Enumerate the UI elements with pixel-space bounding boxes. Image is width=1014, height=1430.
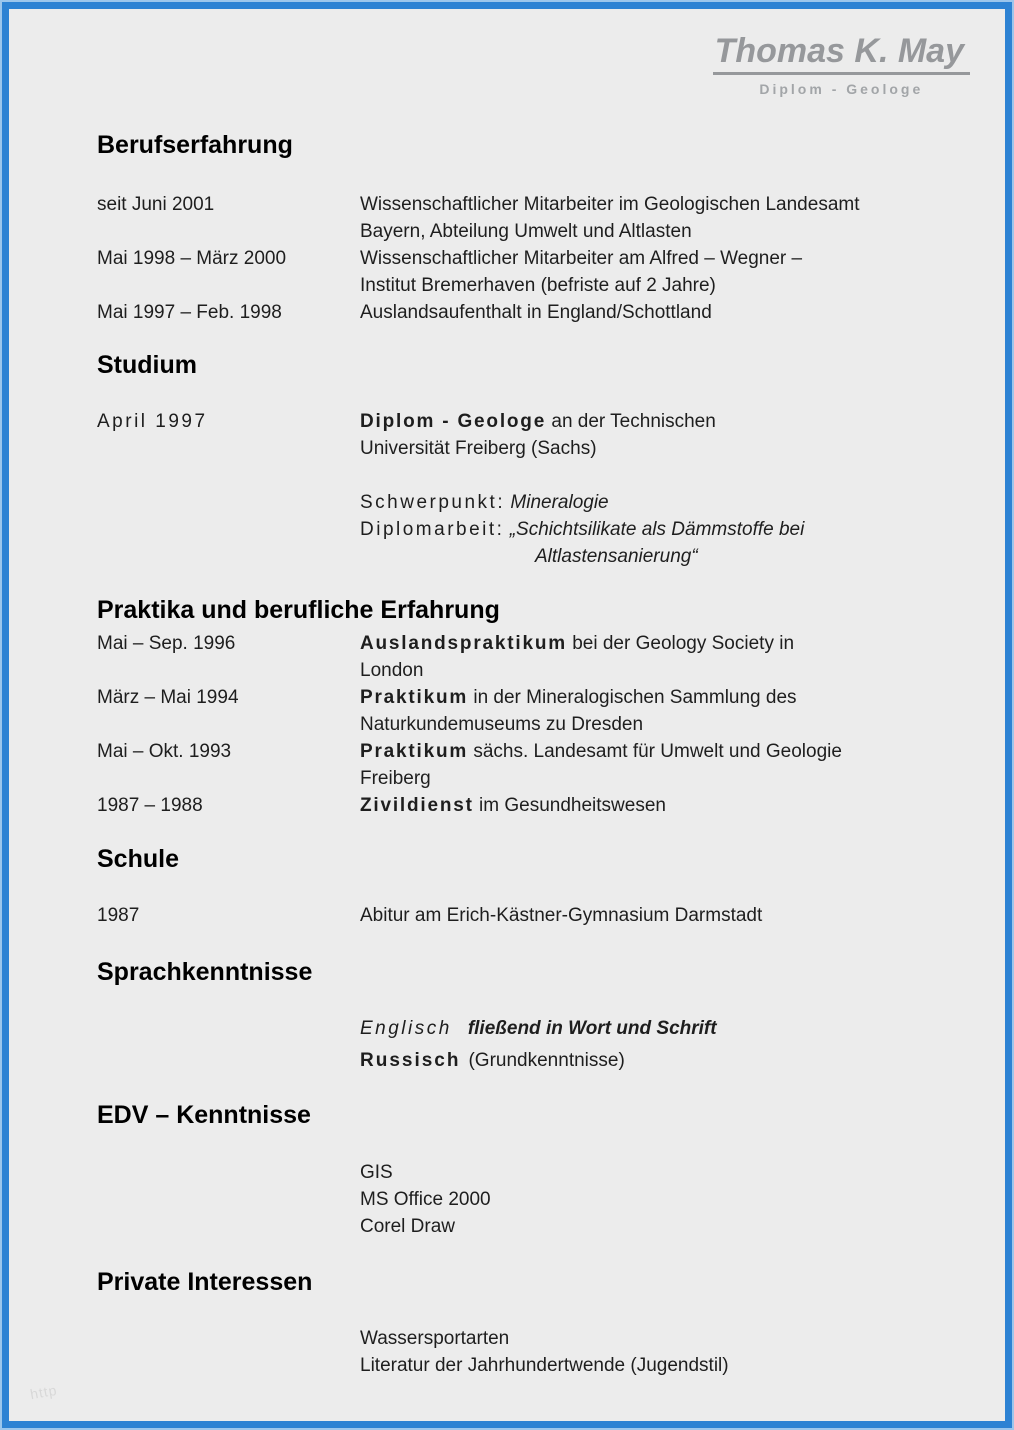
praktikum-date: Mai – Sep. 1996 — [97, 633, 236, 654]
praktikum-line2: Freiberg — [360, 768, 431, 789]
language-entry — [360, 1013, 970, 1045]
praktikum-line2: London — [360, 660, 424, 681]
section-studium — [97, 408, 970, 570]
studium-degree: Diplom - Geologe — [360, 411, 547, 432]
schule-text: Abitur am Erich-Kästner-Gymnasium Darmstadt — [360, 905, 763, 926]
edv-item: GIS — [360, 1162, 393, 1183]
section-title-sprachkenntnisse: Sprachkenntnisse — [97, 958, 313, 986]
section-schule — [97, 902, 970, 929]
experience-line: Institut Bremerhaven (befriste auf 2 Jahre) — [360, 275, 716, 296]
blank-line — [360, 462, 970, 489]
diplomarbeit-label: Diplomarbeit: — [360, 519, 505, 540]
studium-university: Universität Freiberg (Sachs) — [360, 438, 597, 459]
edv-item: Corel Draw — [360, 1216, 456, 1237]
section-berufserfahrung — [97, 191, 970, 326]
praktikum-date: 1987 – 1988 — [97, 795, 203, 816]
studium-date: April 1997 — [97, 411, 208, 432]
section-title-edv: EDV – Kenntnisse — [97, 1101, 311, 1129]
interessen-item: Wassersportarten — [360, 1328, 510, 1349]
section-title-schule: Schule — [97, 845, 179, 873]
person-name: Thomas K. May — [713, 32, 970, 75]
praktikum-desc — [360, 738, 970, 792]
experience-line: Bayern, Abteilung Umwelt und Altlasten — [360, 221, 692, 242]
praktikum-line — [360, 792, 970, 819]
language-name: Englisch — [360, 1018, 452, 1039]
studium-degree-rest: an der Technischen — [551, 411, 716, 432]
experience-desc — [360, 191, 970, 245]
experience-date: Mai 1998 – März 2000 — [97, 248, 287, 269]
praktikum-keyword: Auslandspraktikum — [360, 633, 567, 654]
language-row — [97, 1045, 970, 1077]
interessen-row — [97, 1325, 970, 1379]
experience-date: Mai 1997 – Feb. 1998 — [97, 302, 282, 323]
praktikum-date: März – Mai 1994 — [97, 687, 239, 708]
section-title-praktika: Praktika und berufliche Erfahrung — [97, 596, 500, 624]
diplomarbeit-line — [360, 516, 970, 543]
praktikum-row — [97, 684, 970, 738]
experience-desc — [360, 245, 970, 299]
section-title-berufserfahrung: Berufserfahrung — [97, 131, 293, 159]
schwerpunkt-line — [360, 489, 970, 516]
language-name: Russisch — [360, 1050, 461, 1071]
section-private-interessen — [97, 1325, 970, 1379]
praktikum-row — [97, 792, 970, 819]
interessen-item: Literatur der Jahrhundertwende (Jugendstil) — [360, 1355, 729, 1376]
studium-degree-line — [360, 408, 970, 435]
person-title: Diplom - Geologe — [759, 81, 924, 97]
praktikum-desc — [360, 792, 970, 819]
language-level: (Grundkenntnisse) — [468, 1050, 625, 1071]
header-name-block — [713, 32, 970, 97]
experience-line: Wissenschaftlicher Mitarbeiter im Geologischen Landesamt — [360, 194, 860, 215]
praktikum-row — [97, 630, 970, 684]
experience-row — [97, 245, 970, 299]
section-title-studium: Studium — [97, 351, 197, 379]
praktikum-rest: sächs. Landesamt für Umwelt und Geologie — [473, 741, 842, 762]
experience-desc — [360, 299, 970, 326]
section-title-private-interessen: Private Interessen — [97, 1268, 313, 1296]
praktikum-keyword: Praktikum — [360, 741, 469, 762]
edv-items — [360, 1159, 970, 1240]
schwerpunkt-label: Schwerpunkt: — [360, 492, 506, 513]
praktikum-line2: Naturkundemuseums zu Dresden — [360, 714, 644, 735]
interessen-items — [360, 1325, 970, 1379]
edv-row — [97, 1159, 970, 1240]
experience-line: Wissenschaftlicher Mitarbeiter am Alfred – Wegner – — [360, 248, 803, 269]
schule-date: 1987 — [97, 905, 140, 926]
watermark-text: http — [28, 1381, 59, 1403]
praktikum-row — [97, 738, 970, 792]
experience-row — [97, 191, 970, 245]
section-praktika — [97, 630, 970, 819]
header — [97, 32, 970, 102]
praktikum-line — [360, 630, 970, 657]
praktikum-date: Mai – Okt. 1993 — [97, 741, 232, 762]
edv-item: MS Office 2000 — [360, 1189, 491, 1210]
praktikum-desc — [360, 684, 970, 738]
section-sprachkenntnisse — [97, 1013, 970, 1077]
praktikum-keyword: Praktikum — [360, 687, 469, 708]
language-level: fließend in Wort und Schrift — [467, 1018, 717, 1039]
praktikum-desc — [360, 630, 970, 684]
resume-content — [9, 9, 1005, 1421]
experience-line: Auslandsaufenthalt in England/Schottland — [360, 302, 712, 323]
language-row — [97, 1013, 970, 1045]
studium-desc — [360, 408, 970, 570]
section-edv — [97, 1159, 970, 1240]
praktikum-line — [360, 738, 970, 765]
schwerpunkt-value: Mineralogie — [510, 492, 609, 513]
language-entry — [360, 1045, 970, 1077]
experience-row — [97, 299, 970, 326]
schule-row — [97, 902, 970, 929]
praktikum-rest: im Gesundheitswesen — [479, 795, 666, 816]
experience-date: seit Juni 2001 — [97, 194, 215, 215]
diplomarbeit-title-line2: Altlastensanierung“ — [535, 546, 698, 567]
studium-row — [97, 408, 970, 570]
praktikum-keyword: Zivildienst — [360, 795, 474, 816]
praktikum-rest: in der Mineralogischen Sammlung des — [473, 687, 797, 708]
praktikum-line — [360, 684, 970, 711]
praktikum-rest: bei der Geology Society in — [572, 633, 795, 654]
diplomarbeit-title: „Schichtsilikate als Dämmstoffe bei — [509, 519, 805, 540]
